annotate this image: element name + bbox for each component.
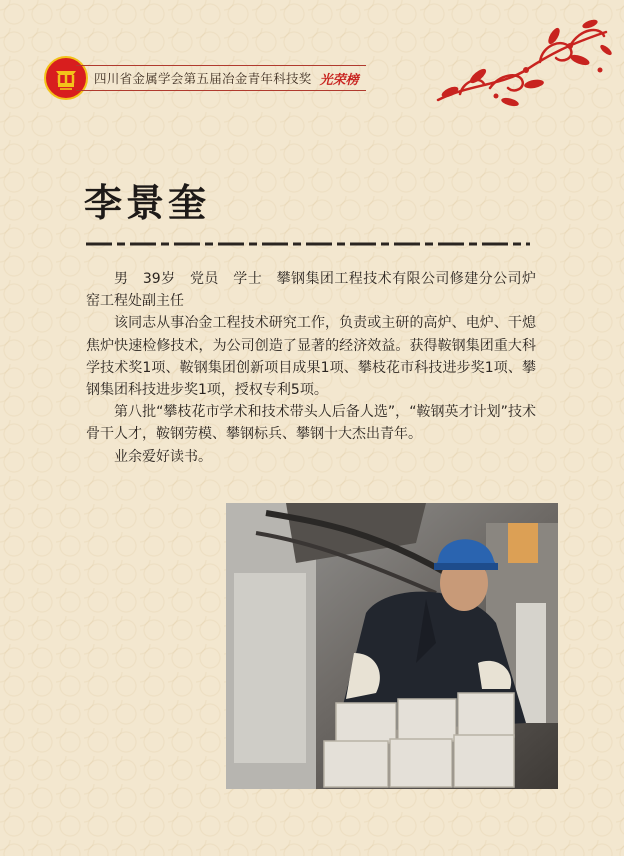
bio-achievements: 该同志从事冶金工程技术研究工作，负责或主研的高炉、电炉、干熄焦炉快速检修技术，为公司创造了显著的经济效益。获得鞍钢集团重大科学技术奖1项、鞍钢集团创新项目成果1项、攀枝花市科技进步奖1项、攀钢集团科技进步奖1项，授权专利5项。	[86, 315, 536, 399]
title-divider	[86, 241, 530, 247]
bio-honors: 第八批“攀枝花市学术和技术带头人后备人选”，“鞍钢英才计划”技术骨干人才，鞍钢劳模、攀钢标兵、攀钢十大杰出青年。	[86, 404, 536, 443]
photo-illustration	[226, 503, 558, 789]
header	[44, 56, 374, 100]
header-title: 四川省金属学会第五届冶金青年科技奖	[94, 71, 312, 86]
header-band	[76, 65, 366, 91]
person-name: 李景奎	[84, 180, 211, 225]
honor-roll-tag: 光荣榜	[319, 72, 359, 88]
worker-photo	[226, 503, 558, 789]
floral-ornament-icon	[430, 14, 616, 114]
bio-basic-info: 男 39岁 党员 学士 攀钢集团工程技术有限公司修建分公司炉窑工程处副主任	[86, 271, 536, 310]
bio-hobby: 业余爱好读书。	[114, 448, 212, 465]
biography	[86, 268, 536, 468]
